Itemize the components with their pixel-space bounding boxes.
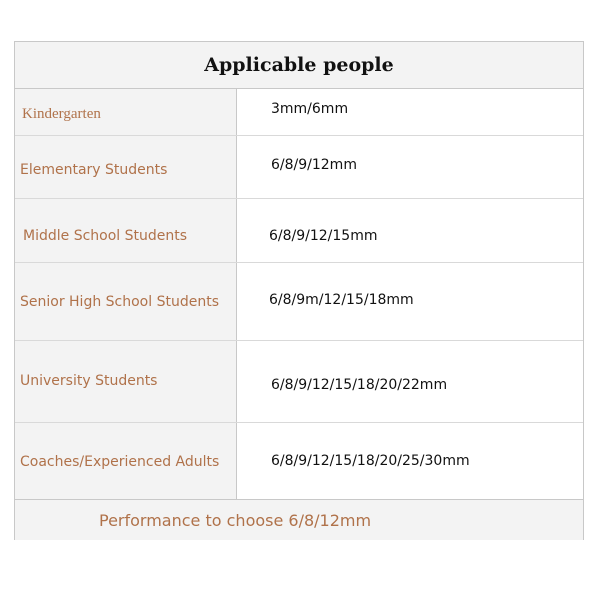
table-row xyxy=(15,136,583,199)
table-row xyxy=(15,263,583,341)
row-sizes-middle-school: 6/8/9/12/15mm xyxy=(269,227,378,244)
applicable-people-table xyxy=(14,41,584,540)
table-footer-note: Performance to choose 6/8/12mm xyxy=(15,499,583,540)
row-label-senior-high: Senior High School Students xyxy=(15,263,237,340)
row-label-university: University Students xyxy=(15,341,237,422)
row-label-coaches: Coaches/Experienced Adults xyxy=(15,423,237,499)
row-sizes-kindergarten: 3mm/6mm xyxy=(271,101,349,117)
table-row xyxy=(15,341,583,423)
row-label-middle-school: Middle School Students xyxy=(15,199,237,262)
row-sizes-elementary: 6/8/9/12mm xyxy=(271,157,357,173)
table-row xyxy=(15,423,583,499)
row-sizes-senior-high: 6/8/9m/12/15/18mm xyxy=(269,291,414,308)
row-sizes-coaches: 6/8/9/12/15/18/20/25/30mm xyxy=(271,453,470,469)
table-row xyxy=(15,89,583,136)
row-sizes-university: 6/8/9/12/15/18/20/22mm xyxy=(271,376,448,393)
table-header: Applicable people xyxy=(15,42,583,89)
table-row xyxy=(15,199,583,263)
row-label-kindergarten: Kindergarten xyxy=(15,89,237,135)
row-label-elementary: Elementary Students xyxy=(15,136,237,198)
